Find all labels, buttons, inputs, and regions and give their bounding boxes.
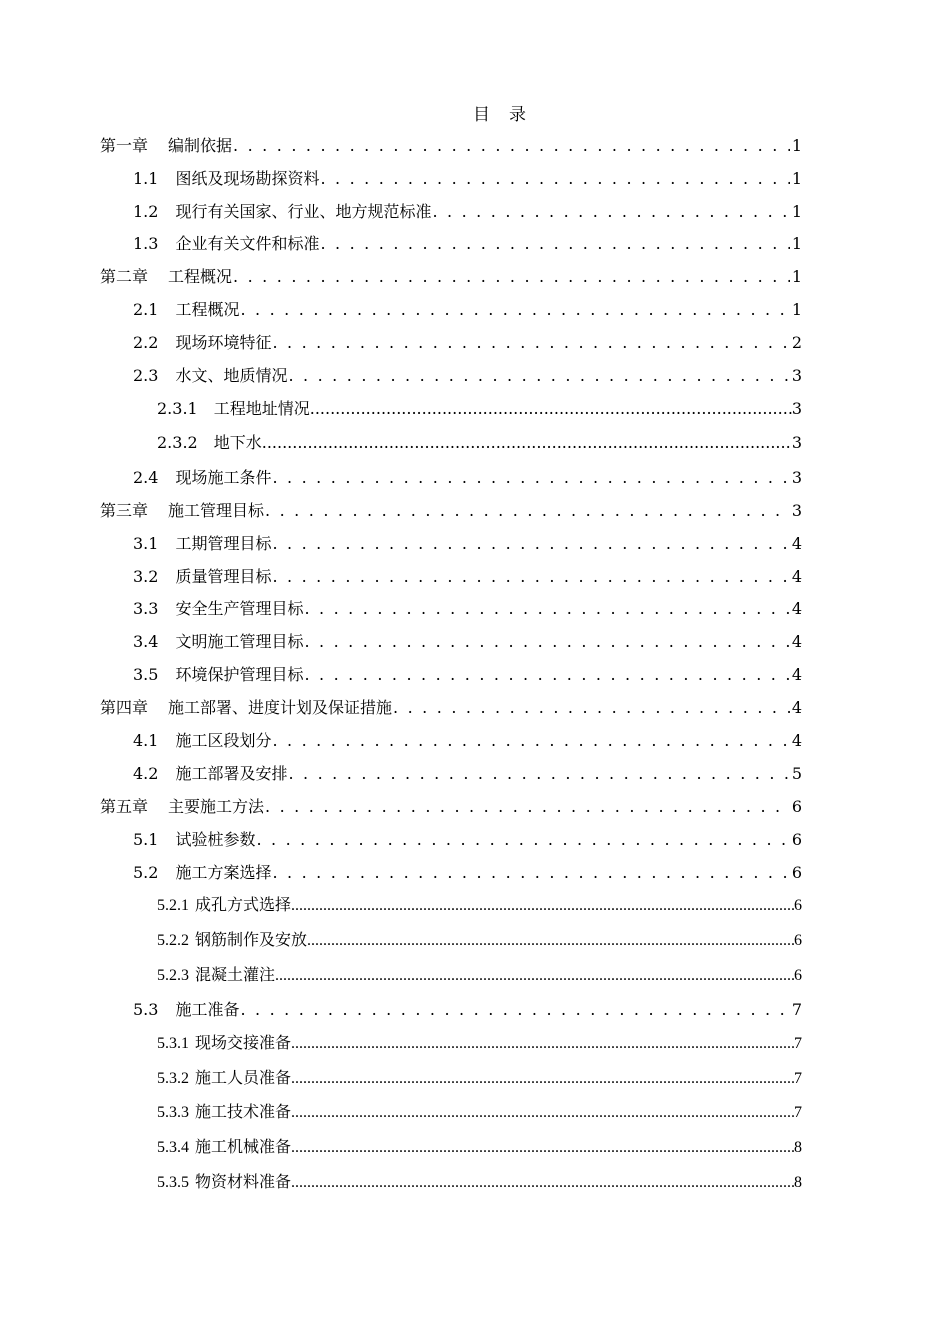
- toc-entry[interactable]: [133, 468, 802, 488]
- toc-entry-page: 6: [791, 830, 802, 849]
- toc-entry-number: 3.2: [133, 567, 159, 586]
- toc-entry-number: 2.3.2: [157, 433, 198, 452]
- toc-entry-label: 施工准备: [175, 1000, 240, 1019]
- toc-title: 目 录: [473, 105, 527, 125]
- toc-leader-dots: [233, 136, 790, 156]
- toc-entry-page: 7: [794, 1070, 802, 1087]
- toc-entry-number: 4.2: [133, 764, 159, 783]
- toc-entry-label: 图纸及现场勘探资料: [175, 169, 320, 188]
- toc-entry-page: 1: [791, 267, 802, 286]
- toc-entry-number: 5.1: [133, 830, 159, 849]
- toc-entry-label: 施工机械准备: [195, 1139, 292, 1156]
- toc-entry-page: 1: [791, 169, 802, 188]
- toc-leader-dots: [288, 366, 789, 386]
- toc-entry-label: 水文、地质情况: [175, 366, 288, 385]
- toc-leader-dots: [256, 830, 789, 850]
- toc-entry[interactable]: [157, 1173, 802, 1193]
- toc-entry-number: 5.2.3: [157, 967, 189, 984]
- toc-entry-label: 施工方案选择: [175, 863, 272, 882]
- toc-entry-page: 4: [791, 665, 802, 684]
- toc-entry-page: 4: [791, 698, 802, 717]
- toc-entry[interactable]: [157, 896, 802, 916]
- toc-leader-dots: [304, 632, 789, 652]
- toc-entry-number: 5.2.2: [157, 932, 189, 949]
- toc-entry-page: 6: [791, 863, 802, 882]
- toc-entry-page: 3: [791, 433, 802, 452]
- toc-entry-page: 3: [791, 399, 802, 418]
- toc-entry-page: 6: [794, 967, 802, 984]
- toc-entry[interactable]: [133, 234, 802, 254]
- toc-entry[interactable]: [133, 300, 802, 320]
- toc-entry[interactable]: [133, 731, 802, 751]
- toc-entry-label: 安全生产管理目标: [175, 599, 304, 618]
- toc-entry[interactable]: [157, 931, 802, 951]
- toc-entry-label: 地下水: [213, 433, 262, 452]
- toc-entry-number: 第五章: [100, 797, 149, 816]
- toc-entry-page: 1: [791, 300, 802, 319]
- toc-leader-dots: [262, 433, 792, 453]
- toc-entry-number: 第四章: [100, 698, 149, 717]
- toc-entry[interactable]: [100, 698, 802, 718]
- toc-entry[interactable]: [157, 1103, 802, 1123]
- toc-entry-number: 3.4: [133, 632, 159, 651]
- toc-entry-label: 混凝土灌注: [195, 967, 276, 984]
- toc-entry-label: 编制依据: [168, 136, 233, 155]
- toc-leader-dots: [291, 1069, 794, 1089]
- toc-entry-number: 2.3.1: [157, 399, 198, 418]
- toc-entry-number: 1.3: [133, 234, 159, 253]
- toc-entry-page: 6: [794, 932, 802, 949]
- toc-leader-dots: [272, 863, 789, 883]
- toc-leader-dots: [304, 599, 789, 619]
- toc-entry-page: 4: [791, 632, 802, 651]
- toc-entry-page: 2: [791, 333, 802, 352]
- toc-entry[interactable]: [100, 267, 802, 287]
- toc-entry-number: 2.1: [133, 300, 159, 319]
- toc-leader-dots: [272, 534, 789, 554]
- toc-entry[interactable]: [133, 599, 802, 619]
- toc-entry[interactable]: [157, 966, 802, 986]
- toc-entry-label: 施工部署及安排: [175, 764, 288, 783]
- toc-entry-number: 2.4: [133, 468, 159, 487]
- toc-entry-page: 1: [791, 136, 802, 155]
- toc-entry-number: 第二章: [100, 267, 149, 286]
- toc-entry-number: 5.3.3: [157, 1104, 189, 1121]
- toc-entry-label: 主要施工方法: [168, 797, 265, 816]
- toc-entry-number: 第一章: [100, 136, 149, 155]
- toc-entry[interactable]: [100, 136, 802, 156]
- toc-leader-dots: [307, 931, 794, 951]
- toc-entry-label: 工程概况: [175, 300, 240, 319]
- toc-entry-number: 5.3.1: [157, 1035, 189, 1052]
- toc-leader-dots: [304, 665, 789, 685]
- toc-entry[interactable]: [133, 202, 802, 222]
- toc-entry-label: 施工技术准备: [195, 1104, 292, 1121]
- toc-entry-page: 7: [794, 1104, 802, 1121]
- toc-entry-number: 5.3.4: [157, 1139, 189, 1156]
- toc-entry-number: 3.3: [133, 599, 159, 618]
- toc-entry-label: 钢筋制作及安放: [195, 932, 308, 949]
- toc-leader-dots: [320, 169, 789, 189]
- toc-leader-dots: [320, 234, 789, 254]
- toc-entry[interactable]: [133, 830, 802, 850]
- toc-entry-number: 1.2: [133, 202, 159, 221]
- toc-entry[interactable]: [100, 501, 802, 521]
- toc-leader-dots: [432, 202, 789, 222]
- toc-entry-label: 工程地址情况: [213, 399, 310, 418]
- toc-entry[interactable]: [133, 764, 802, 784]
- toc-entry[interactable]: [133, 1000, 802, 1020]
- toc-entry-label: 现场环境特征: [175, 333, 272, 352]
- toc-entry-number: 3.5: [133, 665, 159, 684]
- toc-entry[interactable]: [157, 433, 802, 453]
- toc-entry[interactable]: [157, 1069, 802, 1089]
- toc-entry-label: 企业有关文件和标准: [175, 234, 320, 253]
- toc-entry-page: 6: [794, 897, 802, 914]
- toc-leader-dots: [272, 333, 789, 353]
- toc-leader-dots: [272, 567, 789, 587]
- toc-entry-page: 3: [791, 366, 802, 385]
- toc-entry-number: 1.1: [133, 169, 159, 188]
- toc-entry[interactable]: [100, 797, 802, 817]
- toc-entry-label: 物资材料准备: [195, 1174, 292, 1191]
- toc-entry-page: 1: [791, 234, 802, 253]
- toc-entry[interactable]: [157, 1138, 802, 1158]
- toc-entry-number: 5.2: [133, 863, 159, 882]
- toc-entry-label: 环境保护管理目标: [175, 665, 304, 684]
- toc-entry-label: 文明施工管理目标: [175, 632, 304, 651]
- toc-entry-label: 现场交接准备: [195, 1035, 292, 1052]
- toc-entry-number: 4.1: [133, 731, 159, 750]
- toc-leader-dots: [393, 698, 790, 718]
- toc-entry-label: 工期管理目标: [175, 534, 272, 553]
- toc-entry-label: 施工管理目标: [168, 501, 265, 520]
- toc-entry[interactable]: [133, 863, 802, 883]
- toc-entry[interactable]: [133, 567, 802, 587]
- toc-entry-label: 现场施工条件: [175, 468, 272, 487]
- toc-entry-number: 2.2: [133, 333, 159, 352]
- toc-entry-page: 1: [791, 202, 802, 221]
- toc-entry[interactable]: [157, 1034, 802, 1054]
- toc-entry-number: 5.3.2: [157, 1070, 189, 1087]
- toc-leader-dots: [265, 501, 790, 521]
- toc-entry-page: 7: [794, 1035, 802, 1052]
- toc-entry-label: 成孔方式选择: [195, 897, 292, 914]
- toc-entry-page: 3: [791, 501, 802, 520]
- toc-leader-dots: [291, 1103, 794, 1123]
- toc-entry-page: 6: [791, 797, 802, 816]
- toc-entry-number: 5.3: [133, 1000, 159, 1019]
- toc-entry[interactable]: [133, 366, 802, 386]
- toc-entry-page: 7: [791, 1000, 802, 1019]
- toc-leader-dots: [291, 1173, 794, 1193]
- toc-entry[interactable]: [133, 665, 802, 685]
- toc-leader-dots: [240, 1000, 789, 1020]
- toc-entry[interactable]: [133, 333, 802, 353]
- toc-leader-dots: [265, 797, 790, 817]
- toc-entry-label: 施工部署、进度计划及保证措施: [168, 698, 393, 717]
- toc-entry-page: 4: [791, 731, 802, 750]
- toc-entry-number: 3.1: [133, 534, 159, 553]
- toc-entry-number: 第三章: [100, 501, 149, 520]
- toc-entry-page: 5: [791, 764, 802, 783]
- toc-entry-number: 2.3: [133, 366, 159, 385]
- toc-entry-page: 4: [791, 534, 802, 553]
- toc-entry-label: 现行有关国家、行业、地方规范标准: [175, 202, 432, 221]
- toc-leader-dots: [275, 966, 794, 986]
- toc-entry-label: 质量管理目标: [175, 567, 272, 586]
- toc-entry-label: 施工人员准备: [195, 1070, 292, 1087]
- toc-entry-page: 8: [794, 1139, 802, 1156]
- toc-leader-dots: [240, 300, 789, 320]
- toc-leader-dots: [310, 399, 792, 419]
- toc-leader-dots: [288, 764, 789, 784]
- toc-entry-page: 8: [794, 1174, 802, 1191]
- toc-entry[interactable]: [133, 632, 802, 652]
- toc-entry-number: 5.2.1: [157, 897, 189, 914]
- toc-entry-label: 试验桩参数: [175, 830, 256, 849]
- toc-entry[interactable]: [133, 169, 802, 189]
- toc-leader-dots: [272, 468, 789, 488]
- toc-entry-page: 3: [791, 468, 802, 487]
- toc-leader-dots: [272, 731, 789, 751]
- toc-entry-page: 4: [791, 599, 802, 618]
- toc-entry[interactable]: [157, 399, 802, 419]
- toc-entry-label: 施工区段划分: [175, 731, 272, 750]
- toc-entry-number: 5.3.5: [157, 1174, 189, 1191]
- toc-entry-label: 工程概况: [168, 267, 233, 286]
- toc-leader-dots: [291, 1034, 794, 1054]
- toc-leader-dots: [291, 896, 794, 916]
- toc-entry[interactable]: [133, 534, 802, 554]
- toc-entry-page: 4: [791, 567, 802, 586]
- toc-leader-dots: [291, 1138, 794, 1158]
- toc-leader-dots: [233, 267, 790, 287]
